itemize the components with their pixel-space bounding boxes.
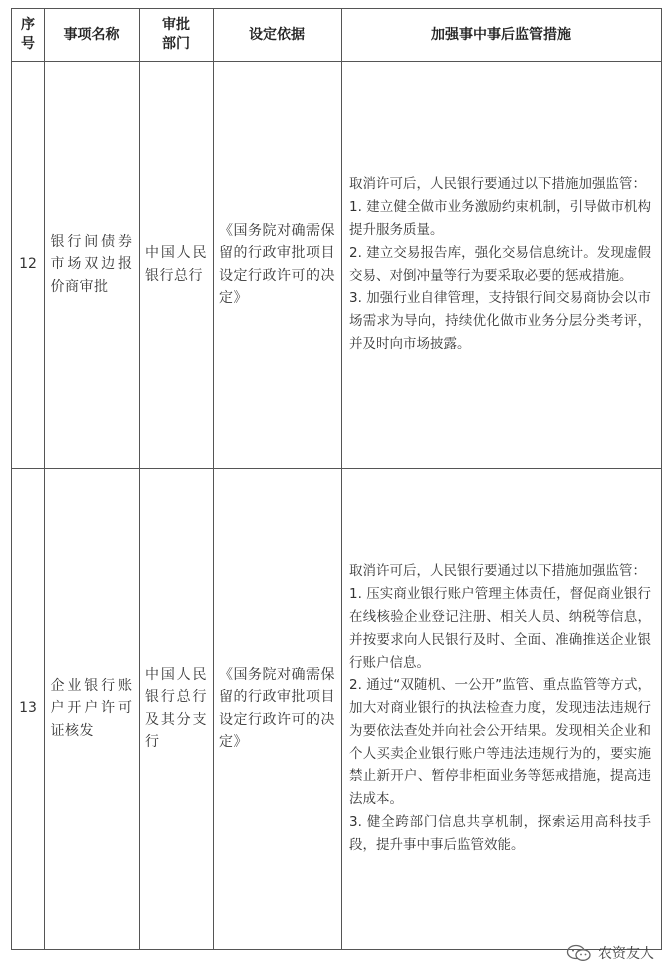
item-name: 企业银行账户开户许可证核发 bbox=[50, 677, 133, 739]
table-row-item bbox=[44, 61, 139, 468]
item-name: 银行间债券市场双边报价商审批 bbox=[50, 233, 133, 295]
header-item-name bbox=[44, 9, 139, 61]
seq-number: 13 bbox=[19, 700, 37, 717]
table-row-measures bbox=[341, 61, 661, 468]
watermark bbox=[566, 943, 654, 963]
approval-items-table bbox=[11, 8, 662, 950]
measure-item: 2. 建立交易报告库，强化交易信息统计。发现虚假交易、对倒冲量等行为要采取必要的惩戒措施。 bbox=[349, 244, 651, 284]
header-measures-label: 加强事中事后监管措施 bbox=[431, 26, 571, 43]
watermark-text: 农资友人 bbox=[598, 946, 654, 962]
table-row-basis bbox=[213, 468, 341, 949]
approval-dept: 中国人民银行总行及其分支行 bbox=[145, 666, 207, 750]
table-row-dept bbox=[139, 468, 213, 949]
measure-item: 1. 压实商业银行账户管理主体责任，督促商业银行在线核验企业登记注册、相关人员、纳税等信息，并按要求向人民银行及时、全面、准确推送企业银行账户信息。 bbox=[349, 586, 651, 671]
wechat-icon bbox=[566, 944, 592, 962]
measure-item: 3. 加强行业自律管理，支持银行间交易商协会以市场需求为导向，持续优化做市业务分层分类考评，并及时向市场披露。 bbox=[349, 290, 651, 352]
measure-item: 1. 建立健全做市业务激励约束机制，引导做市机构提升服务质量。 bbox=[349, 199, 651, 238]
table-row-basis bbox=[213, 61, 341, 468]
measure-item: 2. 通过“双随机、一公开”监管、重点监管等方式，加大对商业银行的执法检查力度，发现违法违规行为要依法查处并向社会公开结果。发现相关企业和个人买卖企业银行账户等违法违规行为的，要实施禁止新开户、暂停非柜面业务等惩戒措施，提高违法成本。 bbox=[349, 677, 651, 808]
measures-block bbox=[341, 173, 661, 355]
header-dept bbox=[139, 9, 213, 61]
table-row-item bbox=[44, 468, 139, 949]
seq-number: 12 bbox=[19, 256, 37, 273]
approval-dept: 中国人民银行总行 bbox=[145, 245, 207, 284]
legal-basis: 《国务院对确需保留的行政审批项目设定行政许可的决定》 bbox=[219, 666, 335, 750]
header-seq-label: 序号 bbox=[21, 17, 35, 52]
legal-basis: 《国务院对确需保留的行政审批项目设定行政许可的决定》 bbox=[219, 222, 335, 306]
header-item-name-label: 事项名称 bbox=[63, 26, 120, 43]
header-basis bbox=[213, 9, 341, 61]
table-row-dept bbox=[139, 61, 213, 468]
table-row-seq bbox=[12, 61, 44, 468]
header-seq bbox=[12, 9, 44, 61]
header-measures bbox=[341, 9, 661, 61]
measure-intro: 取消许可后，人民银行要通过以下措施加强监管： bbox=[349, 563, 646, 580]
measure-intro: 取消许可后，人民银行要通过以下措施加强监管： bbox=[349, 176, 646, 193]
table-row-measures bbox=[341, 468, 661, 949]
measure-item: 3. 健全跨部门信息共享机制，探索运用高科技手段，提升事中事后监管效能。 bbox=[349, 814, 651, 853]
header-basis-label: 设定依据 bbox=[249, 26, 305, 43]
measures-block bbox=[341, 560, 661, 856]
table-row-seq bbox=[12, 468, 44, 949]
header-dept-label: 审批部门 bbox=[162, 17, 190, 52]
